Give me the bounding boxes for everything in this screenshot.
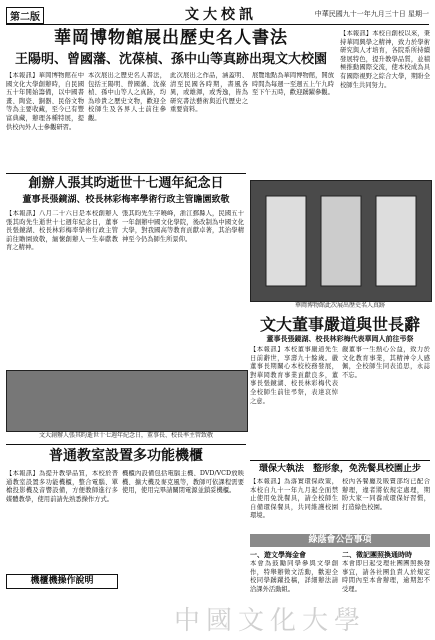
masthead: 文大校訊 [185, 7, 257, 23]
notice-banner: 綠蔭會公告事項 [250, 534, 430, 547]
divider [6, 444, 246, 445]
museum-photo [250, 180, 432, 302]
section5-headline: 環保大執法 整形象，免洗餐具校園止步 [258, 464, 421, 474]
section5-col-2: 校內各餐廳及販賣部均已配合辦理，違者將依規定處理，期盼大家一同養成環保好習慣，打造綠色校園。 [342, 478, 430, 511]
main-col-4: 展覽地點為華岡博物館，開放時間為每週一至週五上午九時至下午五時，歡迎踴躍參觀。 [252, 72, 334, 97]
section2-col-1: 【本報訊】八月二十六日是本校創辦人張其昀先生逝世十七週年紀念日，董事長張鏡湖、校長林彩梅率學術行政主管前往瞻園致敬，緬懷創辦人一生奉獻教育之精神。 [6, 210, 118, 252]
section5-col-1: 【本報訊】為落實環保政策，本校自九十一年九月起全面禁止使用免洗餐具，請全校師生自備環保餐具，共同維護校園環境。 [250, 478, 338, 520]
section4-subhead: 董事長張鏡湖、校長林彩梅代表華岡人前往弔祭 [266, 334, 414, 343]
section2-subhead: 董事長張鏡湖、校長林彩梅率學術行政主管瞻園致敬 [22, 195, 230, 205]
main-headline: 華岡博物館展出歷史名人書法 [54, 28, 288, 48]
memorial-photo [6, 370, 248, 432]
section4-title: 文大董事嚴道與世長辭 [259, 315, 420, 334]
section3-subtitle: 機櫃機操作說明 [6, 574, 118, 589]
divider [250, 460, 430, 461]
date-line: 中華民國九十一年九月三十日 星期一 [314, 10, 429, 18]
section4-col-2: 嚴董事一生熱心公益，致力於文化教育事業，其精神令人感佩，全校師生同表追思，永誌不忘。 [342, 346, 430, 379]
section3-col-2: 機櫃內設備包括電腦主機、DVD/VCD放映機、擴大機及麥克風等，教師可依課程需要使用，使用完畢請關閉電源並鎖妥機櫃。 [122, 470, 244, 495]
section2-headline: 創辦人張其昀逝世十七週年紀念日 [28, 176, 224, 191]
section3-headline: 普通教室設置多功能機櫃 [49, 448, 203, 464]
notice-item2-text: 本會即日起受理社團團照換發事宜，請各社團負責人於規定時間內至本會辦理，逾期恕不受理。 [342, 560, 430, 593]
page-tag: 第二版 [6, 7, 44, 24]
main-col-2: 本次展出之歷史名人書法，包括王陽明、曾國藩、沈葆楨、孫中山等人之真跡，均為珍貴之歷史文物，歡迎全校師生及各界人士前往參觀。 [88, 72, 166, 122]
memorial-photo-caption: 文大創辦人張其昀逝世十七週年紀念日，董事長、校長率主管致敬 [38, 432, 213, 439]
main-subhead: 王陽明、曾國藩、沈葆楨、孫中山等真跡出現文大校園 [14, 52, 327, 67]
right-column-text: 【本報訊】本校自創校以來，秉持華岡興學之精神，致力於學術研究與人才培育，各院系所持續發展特色，提升教學品質，並積極推動國際交流，使本校成為具有國際視野之綜合大學，期盼全校師生共同努力。 [340, 30, 430, 89]
section2-col-2: 張其昀先生字曉峰，浙江鄞縣人，民國五十一年創辦中國文化學院，後改制為中國文化大學，對我國高等教育貢獻卓著，其治學精神至今仍為師生所景仰。 [122, 210, 244, 243]
section4-col-1: 【本報訊】本校董事嚴道先生日前辭世，享壽九十餘歲。嚴董事長期關心本校校務發展，對華岡教育事業貢獻良多，董事長張鏡湖、校長林彩梅代表全校師生前往弔祭，表達哀悼之意。 [250, 346, 338, 405]
main-col-1: 【本報訊】華岡博物館在中國文化大學創辦時，自民國五十年開始籌備，以中國書畫、陶瓷、銅器、民俗文物等為主要收藏，至今已有豐富典藏，辦理各種特展，提供校內外人士參觀研習。 [6, 72, 84, 131]
section3-col-1: 【本報訊】為提升教學品質，本校於普通教室設置多功能機櫃，整合電腦、單槍投影機及音響設備，方便教師進行多媒體教學，使用前請先熟悉操作方式。 [6, 470, 118, 503]
museum-photo-caption: 華岡博物館此次展出歷史名人真跡 [294, 302, 385, 309]
notice-item1-title: 一、遊文學海金會 [250, 550, 306, 559]
page-header [6, 4, 429, 25]
calligraphy-scroll-icon [251, 181, 431, 301]
main-col-3: 此次展出之作品，涵蓋明、清至民國各時期，書風各異，或雄渾，或秀逸，皆為研究書法藝術與近代歷史之重要資料。 [170, 72, 248, 114]
notice-item2-title: 二、徵記團照換通時時 [342, 550, 412, 559]
divider [6, 173, 246, 174]
watermark: 中國文化大學 [173, 606, 366, 636]
notice-item1-text: 本會為鼓勵同學參與文學創作，特舉辦徵文活動，歡迎全校同學踴躍投稿，詳細辦法請洽課外活動組。 [250, 560, 338, 593]
